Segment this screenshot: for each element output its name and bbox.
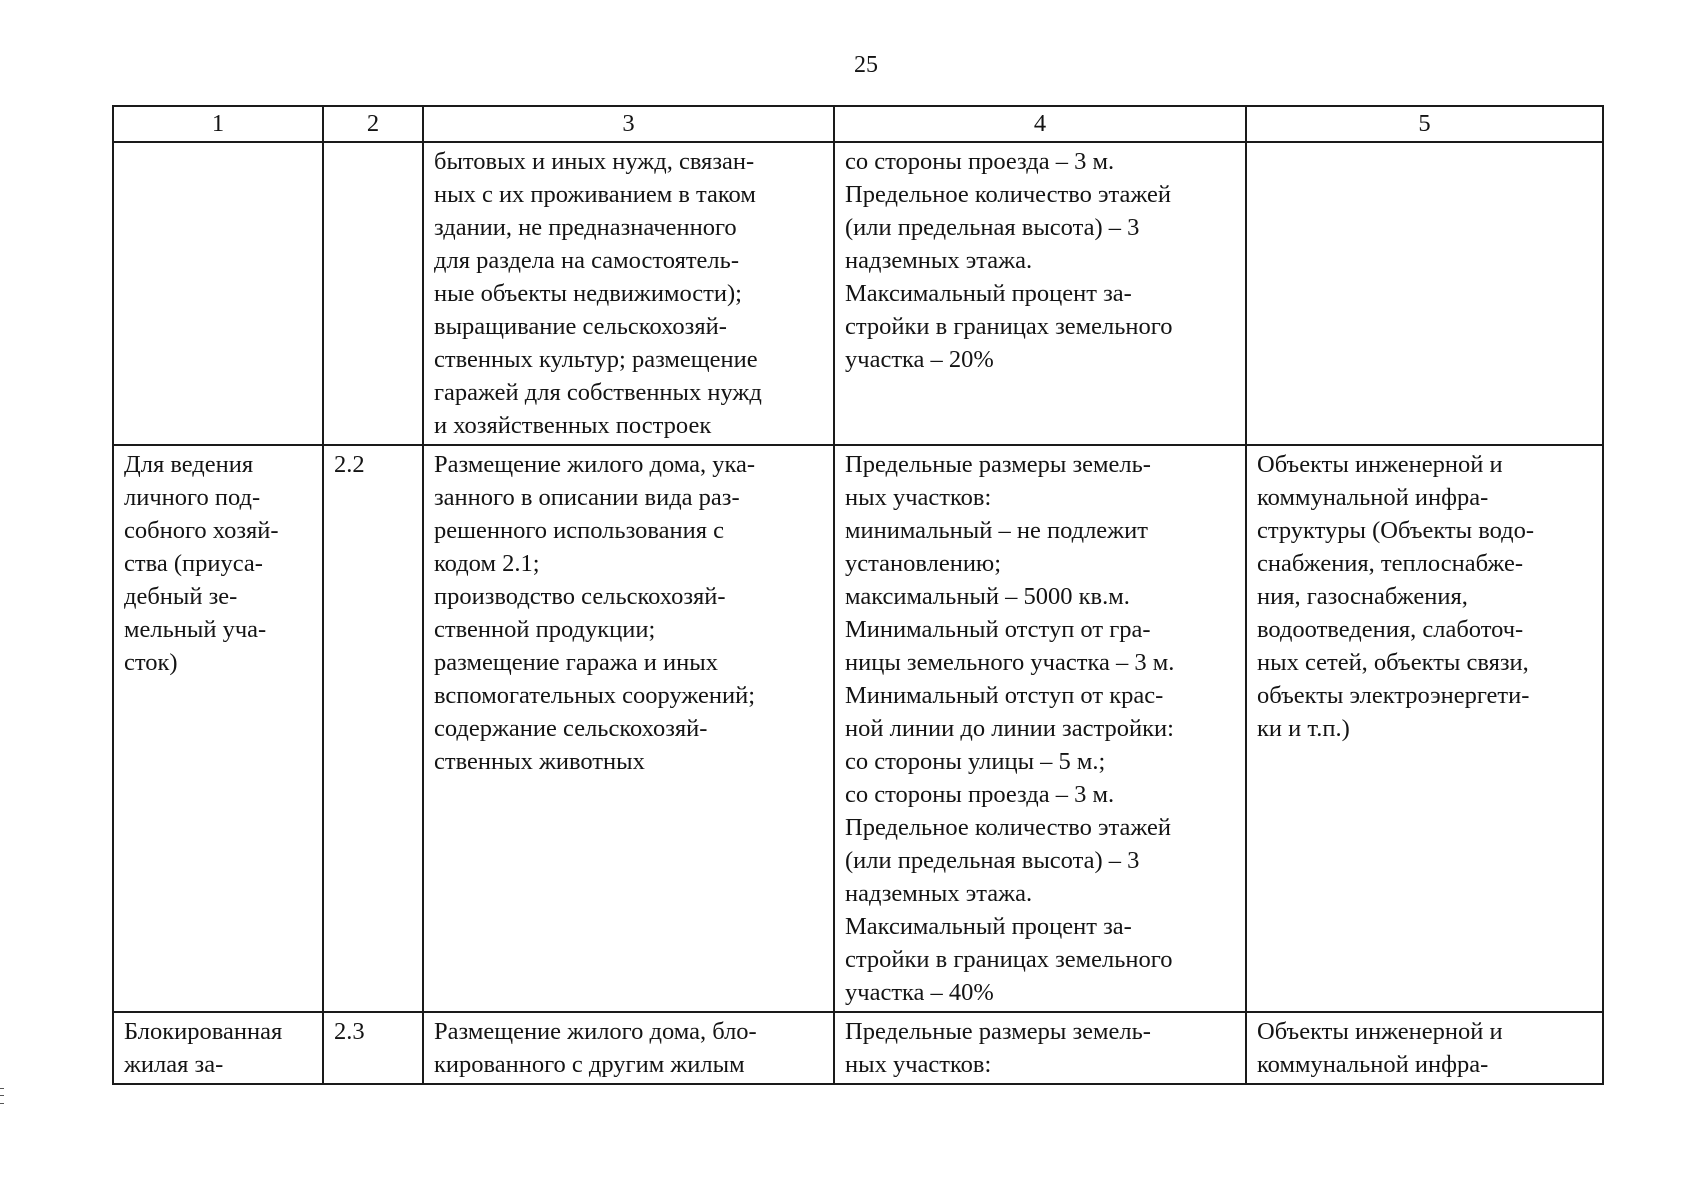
- cell-use-name: [113, 445, 323, 1012]
- cell-text-line: ства (приуса-: [124, 550, 263, 577]
- cell-text-line: ственных животных: [434, 748, 645, 775]
- cell-text-line: решенного использования с: [434, 517, 724, 544]
- cell-text-line: участка – 20%: [845, 346, 994, 373]
- column-header-2: 2: [323, 106, 423, 142]
- cell-text-line: ных сетей, объекты связи,: [1257, 649, 1529, 676]
- cell-use-code: [323, 142, 423, 445]
- cell-text-line: Для ведения: [124, 451, 254, 478]
- cell-text-line: коммунальной инфра-: [1257, 484, 1489, 511]
- cell-text-line: установлению;: [845, 550, 1002, 577]
- cell-parameters: [834, 1012, 1246, 1084]
- column-header-5: 5: [1246, 106, 1603, 142]
- cell-text-line: кодом 2.1;: [434, 550, 540, 577]
- cell-text-line: надземных этажа.: [845, 247, 1033, 274]
- cell-text-line: ные объекты недвижимости);: [434, 280, 742, 307]
- cell-text-line: надземных этажа.: [845, 880, 1033, 907]
- cell-text-line: собного хозяй-: [124, 517, 279, 544]
- table-row: [113, 142, 1603, 445]
- cell-use-description: [423, 445, 834, 1012]
- cell-text-line: Предельное количество этажей: [845, 181, 1171, 208]
- cell-text-line: Объекты инженерной и: [1257, 1018, 1503, 1045]
- cell-text-line: со стороны проезда – 3 м.: [845, 148, 1115, 175]
- cell-parameters: [834, 142, 1246, 445]
- cell-text-line: Размещение жилого дома, бло-: [434, 1018, 757, 1045]
- cell-text-line: ственной продукции;: [434, 616, 656, 643]
- cell-text-line: размещение гаража и иных: [434, 649, 718, 676]
- cell-use-name: [113, 142, 323, 445]
- cell-text-line: участка – 40%: [845, 979, 994, 1006]
- cell-text-line: стройки в границах земельного: [845, 313, 1173, 340]
- cell-text-line: Блокированная: [124, 1018, 283, 1045]
- cell-text-line: Минимальный отступ от гра-: [845, 616, 1151, 643]
- cell-text-line: водоотведения, слаботоч-: [1257, 616, 1524, 643]
- cell-text-line: Максимальный процент за-: [845, 280, 1132, 307]
- cell-infrastructure: [1246, 142, 1603, 445]
- cell-text-line: (или предельная высота) – 3: [845, 214, 1140, 241]
- cell-text-line: дебный зе-: [124, 583, 238, 610]
- cell-text-line: жилая за-: [124, 1051, 224, 1078]
- cell-text-line: ки и т.п.): [1257, 715, 1350, 742]
- cell-text-line: со стороны проезда – 3 м.: [845, 781, 1115, 808]
- cell-text-line: Предельное количество этажей: [845, 814, 1171, 841]
- cell-text-line: занного в описании вида раз-: [434, 484, 740, 511]
- cell-use-code: 2.3: [323, 1012, 423, 1084]
- cell-text-line: содержание сельскохозяй-: [434, 715, 708, 742]
- cell-text-line: максимальный – 5000 кв.м.: [845, 583, 1130, 610]
- cell-use-name: [113, 1012, 323, 1084]
- cell-infrastructure: [1246, 1012, 1603, 1084]
- cell-text-line: Размещение жилого дома, ука-: [434, 451, 756, 478]
- cell-text-line: ных участков:: [845, 484, 992, 511]
- cell-text-line: гаражей для собственных нужд: [434, 379, 762, 406]
- cell-text-line: ницы земельного участка – 3 м.: [845, 649, 1175, 676]
- cell-text-line: ных участков:: [845, 1051, 992, 1078]
- cell-text-line: структуры (Объекты водо-: [1257, 517, 1535, 544]
- cell-infrastructure: [1246, 445, 1603, 1012]
- cell-use-description: [423, 1012, 834, 1084]
- cell-text-line: кированного с другим жилым: [434, 1051, 745, 1078]
- cell-text-line: бытовых и иных нужд, связан-: [434, 148, 755, 175]
- cell-text-line: Предельные размеры земель-: [845, 1018, 1151, 1045]
- cell-text-line: ственных культур; размещение: [434, 346, 758, 373]
- cell-text-line: ных с их проживанием в таком: [434, 181, 756, 208]
- table-row: [113, 1012, 1603, 1084]
- cell-text-line: (или предельная высота) – 3: [845, 847, 1140, 874]
- cell-text-line: Максимальный процент за-: [845, 913, 1132, 940]
- scan-edge-mark: [0, 1088, 4, 1104]
- cell-text-line: и хозяйственных построек: [434, 412, 712, 439]
- cell-text-line: ной линии до линии застройки:: [845, 715, 1174, 742]
- cell-use-description: [423, 142, 834, 445]
- cell-text-line: для раздела на самостоятель-: [434, 247, 739, 274]
- cell-text-line: Предельные размеры земель-: [845, 451, 1151, 478]
- cell-text-line: минимальный – не подлежит: [845, 517, 1148, 544]
- zoning-table: [112, 105, 1604, 1085]
- column-header-3: 3: [423, 106, 834, 142]
- cell-text-line: снабжения, теплоснабже-: [1257, 550, 1524, 577]
- column-header-1: 1: [113, 106, 323, 142]
- table-header-row: [113, 106, 1603, 142]
- cell-text-line: ния, газоснабжения,: [1257, 583, 1468, 610]
- cell-text-line: объекты электроэнергети-: [1257, 682, 1530, 709]
- column-header-4: 4: [834, 106, 1246, 142]
- cell-text-line: здании, не предназначенного: [434, 214, 737, 241]
- cell-use-code: 2.2: [323, 445, 423, 1012]
- page-number: 25: [854, 52, 878, 78]
- cell-text-line: сток): [124, 649, 178, 676]
- cell-text-line: личного под-: [124, 484, 261, 511]
- cell-text-line: Объекты инженерной и: [1257, 451, 1503, 478]
- cell-parameters: [834, 445, 1246, 1012]
- cell-text-line: выращивание сельскохозяй-: [434, 313, 727, 340]
- cell-text-line: со стороны улицы – 5 м.;: [845, 748, 1106, 775]
- cell-text-line: Минимальный отступ от крас-: [845, 682, 1164, 709]
- cell-text-line: коммунальной инфра-: [1257, 1051, 1489, 1078]
- cell-text-line: стройки в границах земельного: [845, 946, 1173, 973]
- cell-text-line: вспомогательных сооружений;: [434, 682, 756, 709]
- cell-text-line: производство сельскохозяй-: [434, 583, 726, 610]
- table-row: [113, 445, 1603, 1012]
- cell-text-line: мельный уча-: [124, 616, 267, 643]
